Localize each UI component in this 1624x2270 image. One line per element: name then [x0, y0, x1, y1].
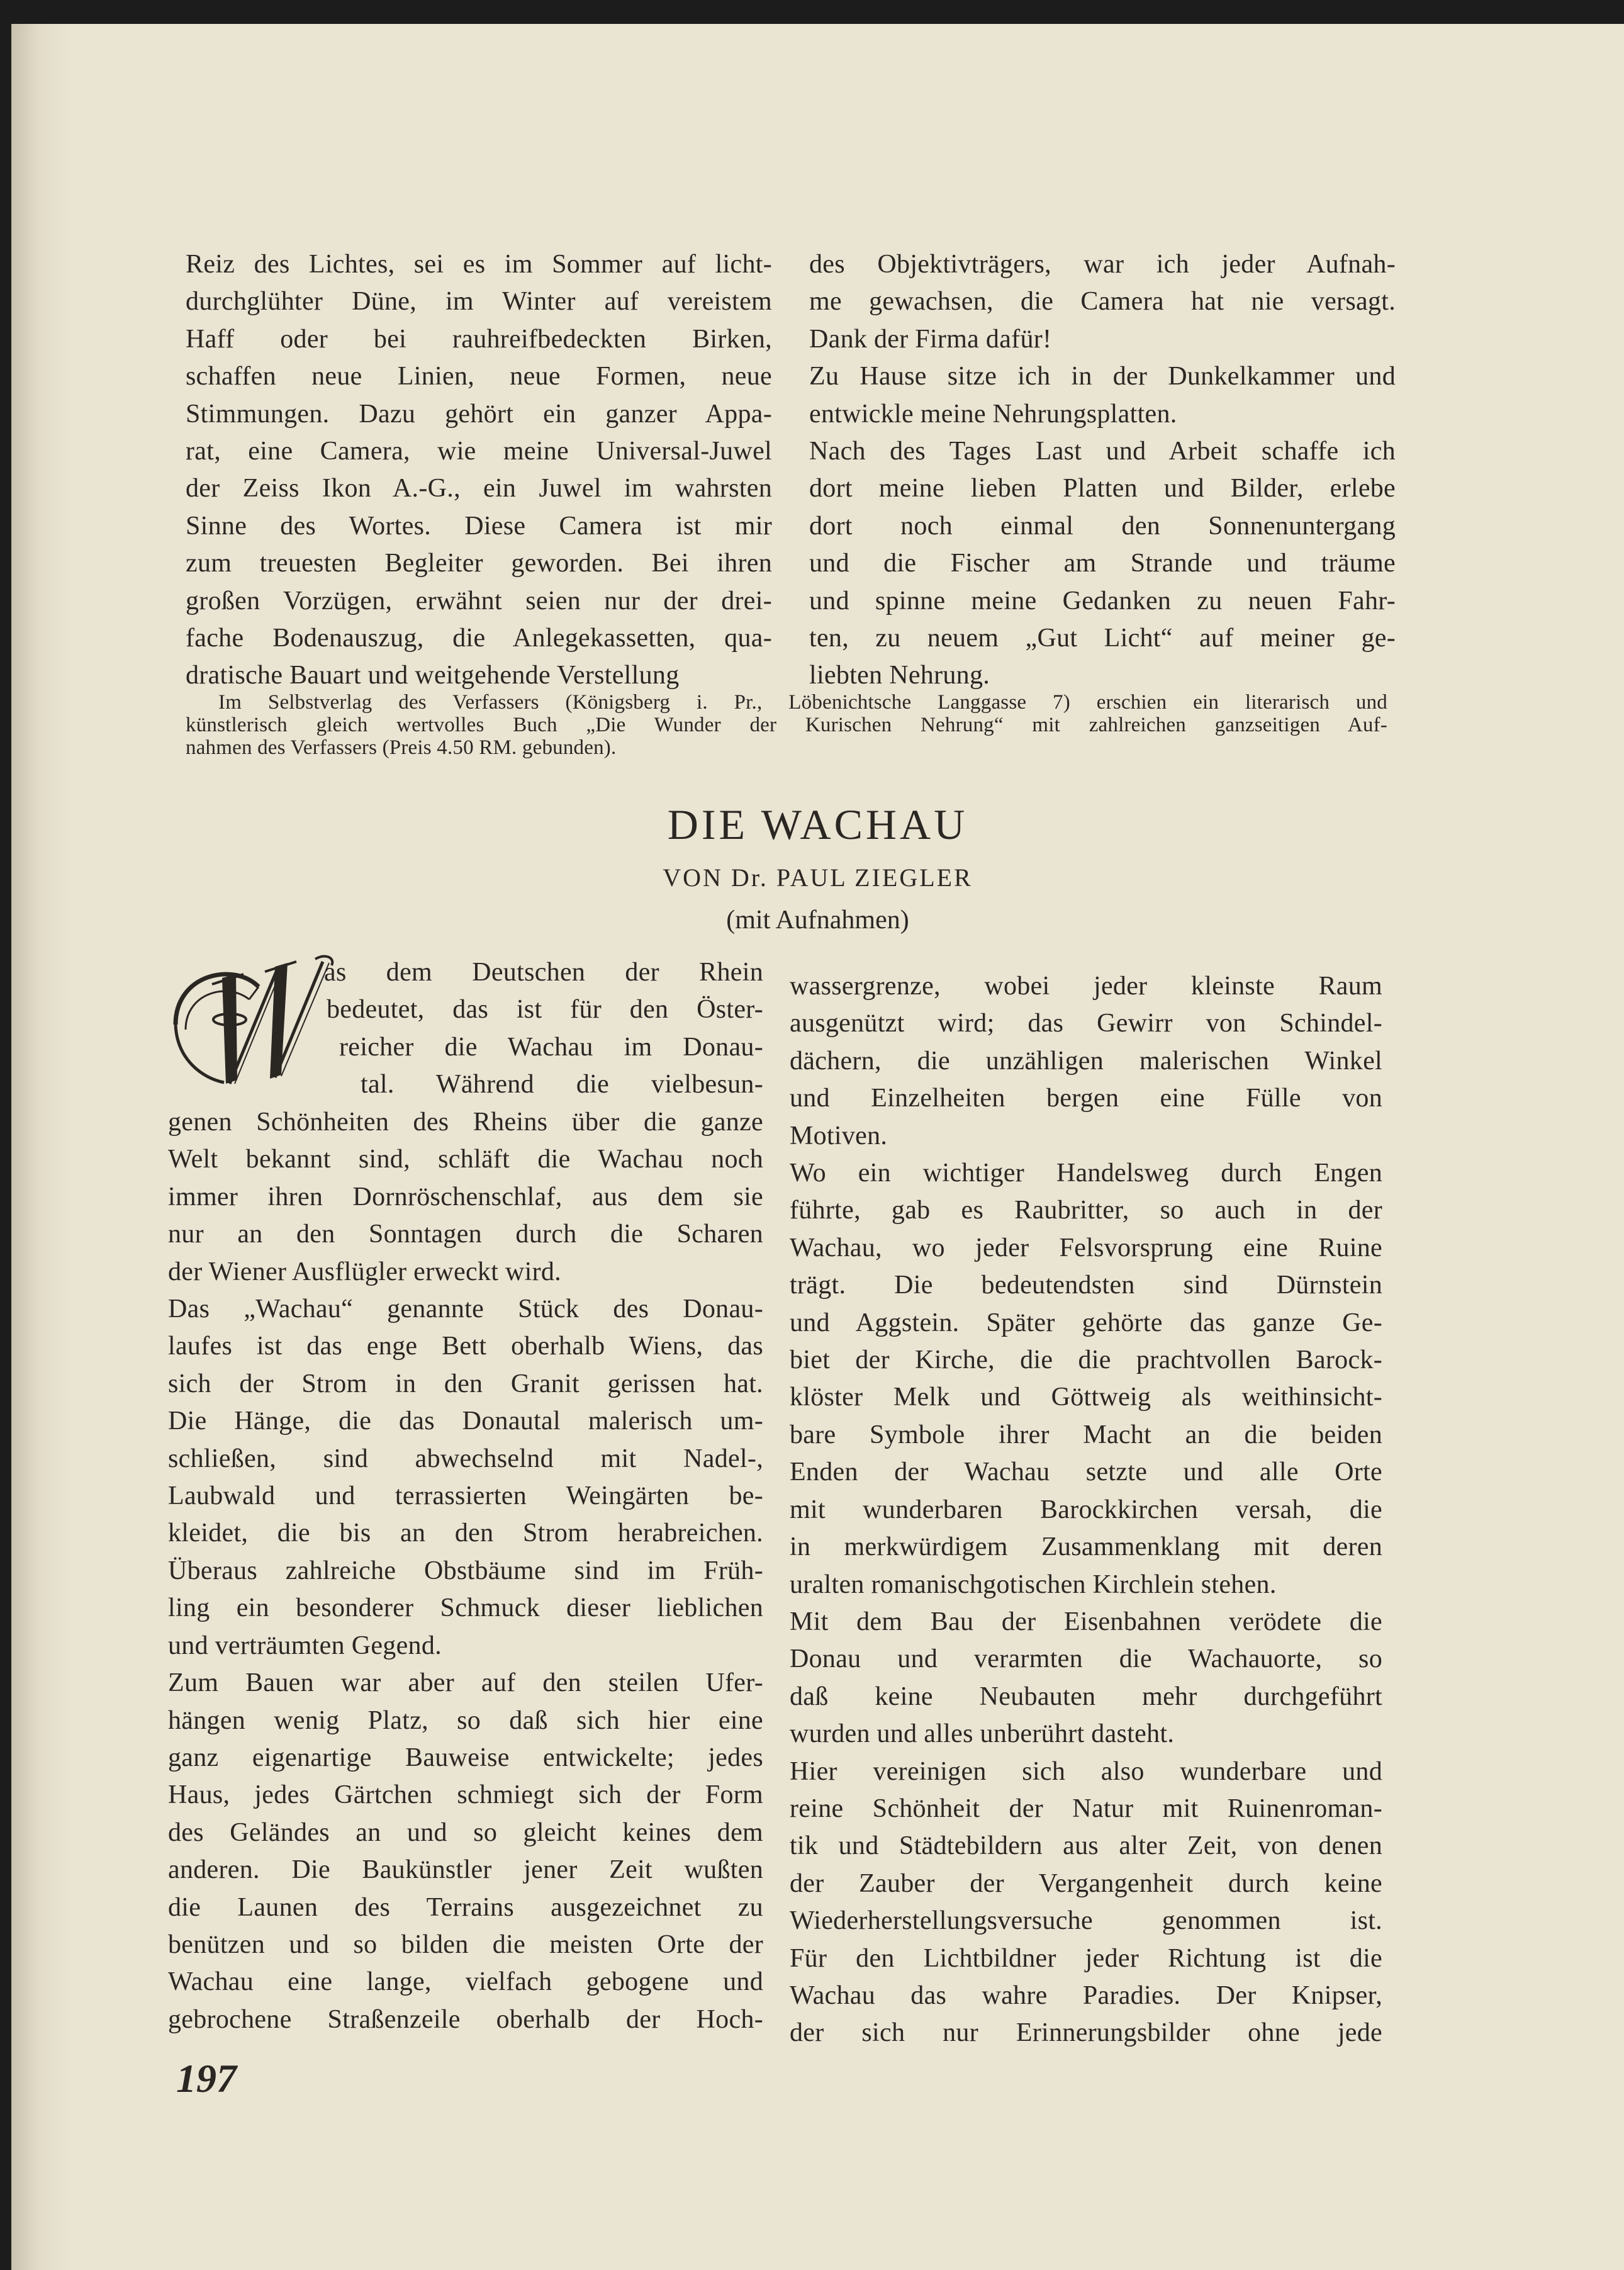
- text-line: nur an den Sonntagen durch die Scharen: [168, 1220, 763, 1249]
- drop-cap-letter: W: [164, 949, 165, 950]
- text-line: mit wunderbaren Barockkirchen versah, die: [790, 1495, 1382, 1524]
- text-line: dort noch einmal den Sonnenuntergang: [809, 511, 1396, 541]
- text-line: und Aggstein. Später gehörte das ganze Ge-: [790, 1308, 1382, 1337]
- text-line: des Objektivträgers, war ich jeder Aufnah-: [809, 250, 1396, 279]
- text-line: tal. Während die vielbesun-: [361, 1070, 763, 1099]
- text-line: Donau und verarmten die Wachauorte, so: [790, 1644, 1382, 1674]
- article-subtitle: (mit Aufnahmen): [726, 906, 909, 935]
- text-line: Haff oder bei rauhreifbedeckten Birken,: [186, 324, 772, 354]
- text-line: gebrochene Straßenzeile oberhalb der Hoch-: [168, 2004, 763, 2034]
- text-line: Die Hänge, die das Donautal malerisch um-: [168, 1407, 763, 1436]
- text-line: bare Symbole ihrer Macht an die beiden: [790, 1420, 1382, 1449]
- text-line: Wachau, wo jeder Felsvorsprung eine Ruine: [790, 1233, 1382, 1262]
- text-line: Überaus zahlreiche Obstbäume sind im Früh-: [168, 1556, 763, 1585]
- text-line: zum treuesten Begleiter geworden. Bei ihren: [186, 549, 772, 578]
- text-line: Wo ein wichtiger Handelsweg durch Engen: [790, 1159, 1382, 1188]
- article-right-column: [790, 968, 1382, 2052]
- text-line: schließen, sind abwechselnd mit Nadel-,: [168, 1444, 763, 1473]
- text-line: Haus, jedes Gärtchen schmiegt sich der Form: [168, 1780, 763, 1810]
- text-line: Für den Lichtbildner jeder Richtung ist die: [790, 1943, 1382, 1973]
- text-line: und Einzelheiten bergen eine Fülle von: [790, 1084, 1382, 1113]
- footnote-line: nahmen des Verfassers (Preis 4.50 RM. gebunden).: [186, 736, 617, 759]
- text-line: Enden der Wachau setzte und alle Orte: [790, 1458, 1382, 1487]
- text-line: fache Bodenauszug, die Anlegekassetten, qua-: [186, 624, 772, 653]
- text-line: Nach des Tages Last und Arbeit schaffe ich: [809, 437, 1396, 466]
- text-line: Mit dem Bau der Eisenbahnen verödete die: [790, 1607, 1382, 1636]
- text-line: sich der Strom in den Granit gerissen hat.: [168, 1369, 763, 1398]
- text-line: immer ihren Dornröschenschlaf, aus dem sie: [168, 1182, 763, 1211]
- text-line: Reiz des Lichtes, sei es im Sommer auf licht-: [186, 250, 772, 279]
- text-line: tik und Städtebildern aus alter Zeit, von denen: [790, 1831, 1382, 1861]
- text-line: der Zauber der Vergangenheit durch keine: [790, 1868, 1382, 1898]
- text-line: daß keine Neubauten mehr durchgeführt: [790, 1682, 1382, 1711]
- book-page: [11, 24, 1624, 2270]
- page-number: 197: [176, 2056, 237, 2101]
- text-line: benützen und so bilden die meisten Orte der: [168, 1930, 763, 1959]
- text-line: und spinne meine Gedanken zu neuen Fahr-: [809, 586, 1396, 615]
- text-line: schaffen neue Linien, neue Formen, neue: [186, 362, 772, 391]
- text-line: dratische Bauart und weitgehende Verstellung: [186, 661, 680, 690]
- text-line: der Wiener Ausflügler erweckt wird.: [168, 1257, 561, 1286]
- text-line: Wachau eine lange, vielfach gebogene und: [168, 1967, 763, 1997]
- text-line: ausgenützt wird; das Gewirr von Schindel-: [790, 1009, 1382, 1038]
- text-line: reine Schönheit der Natur mit Ruinenroman-: [790, 1794, 1382, 1823]
- text-line: großen Vorzügen, erwähnt seien nur der drei-: [186, 586, 772, 615]
- text-line: Laubwald und terrassierten Weingärten be-: [168, 1481, 763, 1511]
- text-line: ten, zu neuem „Gut Licht“ auf meiner ge-: [809, 624, 1396, 653]
- text-line: bedeutet, das ist für den Öster-: [327, 995, 763, 1025]
- text-line: kleidet, die bis an den Strom herabreichen.: [168, 1519, 763, 1548]
- text-line: hängen wenig Platz, so daß sich hier eine: [168, 1705, 763, 1735]
- text-line: und die Fischer am Strande und träume: [809, 549, 1396, 578]
- text-line: Zum Bauen war aber auf den steilen Ufer-: [168, 1668, 763, 1698]
- text-line: dort meine lieben Platten und Bilder, erlebe: [809, 474, 1396, 503]
- text-line: Sinne des Wortes. Diese Camera ist mir: [186, 511, 772, 541]
- text-line: Wachau das wahre Paradies. Der Knipser,: [790, 1981, 1382, 2010]
- text-line: führte, gab es Raubritter, so auch in der: [790, 1196, 1382, 1225]
- text-line: Motiven.: [790, 1121, 888, 1150]
- text-line: Wiederherstellungsversuche genommen ist.: [790, 1906, 1382, 1936]
- footnote-line: Im Selbstverlag des Verfassers (Königsberg i. Pr., Löbenichtsche Langgasse 7) erschien ein literarisch und: [218, 691, 1387, 714]
- text-line: rat, eine Camera, wie meine Universal-Juwel: [186, 437, 772, 466]
- text-line: die Launen des Terrains ausgezeichnet zu: [168, 1892, 763, 1922]
- text-line: Stimmungen. Dazu gehört ein ganzer Appa-: [186, 399, 772, 429]
- text-line: me gewachsen, die Camera hat nie versagt.: [809, 287, 1396, 317]
- text-line: durchglühter Düne, im Winter auf vereistem: [186, 287, 772, 317]
- text-line: entwickle meine Nehrungsplatten.: [809, 399, 1177, 429]
- text-line: laufes ist das enge Bett oberhalb Wiens, das: [168, 1332, 763, 1361]
- text-line: Welt bekannt sind, schläft die Wachau noch: [168, 1145, 763, 1174]
- footnote-line: künstlerisch gleich wertvolles Buch „Die Wunder der Kurischen Nehrung“ mit zahlreichen ganzseitigen Auf-: [186, 714, 1387, 736]
- text-line: Dank der Firma dafür!: [809, 324, 1052, 354]
- text-line: ling ein besonderer Schmuck dieser lieblichen: [168, 1593, 763, 1623]
- text-line: klöster Melk und Göttweig als weithinsicht-: [790, 1383, 1382, 1412]
- text-line: in merkwürdigem Zusammenklang mit deren: [790, 1532, 1382, 1562]
- text-line: uralten romanischgotischen Kirchlein stehen.: [790, 1570, 1277, 1599]
- article-title: DIE WACHAU: [667, 801, 968, 848]
- article-left-column-beside-capital: [324, 954, 763, 1104]
- text-line: ganz eigenartige Bauweise entwickelte; jedes: [168, 1743, 763, 1772]
- text-line: des Geländes an und so gleicht keines dem: [168, 1818, 763, 1847]
- text-line: der Zeiss Ikon A.-G., ein Juwel im wahrsten: [186, 474, 772, 503]
- text-line: wurden und alles unberührt dasteht.: [790, 1719, 1175, 1749]
- article-left-column: [168, 1104, 763, 2038]
- text-line: genen Schönheiten des Rheins über die ganze: [168, 1108, 763, 1137]
- text-line: Das „Wachau“ genannte Stück des Donau-: [168, 1295, 763, 1324]
- article-author: VON Dr. PAUL ZIEGLER: [663, 863, 973, 892]
- page-binding-shadow: [11, 24, 72, 2270]
- text-line: wassergrenze, wobei jeder kleinste Raum: [790, 972, 1382, 1001]
- top-left-column: [186, 246, 772, 695]
- top-right-column: [809, 246, 1396, 695]
- text-line: trägt. Die bedeutendsten sind Dürnstein: [790, 1271, 1382, 1300]
- text-line: dächern, die unzähligen malerischen Winkel: [790, 1046, 1382, 1076]
- text-line: Hier vereinigen sich also wunderbare und: [790, 1756, 1382, 1786]
- text-line: Zu Hause sitze ich in der Dunkelkammer und: [809, 362, 1396, 391]
- drop-cap-w: [164, 949, 340, 1094]
- text-line: der sich nur Erinnerungsbilder ohne jede: [790, 2018, 1382, 2048]
- text-line: reicher die Wachau im Donau-: [339, 1032, 763, 1062]
- text-line: as dem Deutschen der Rhein: [324, 958, 763, 987]
- footnote: [186, 691, 1387, 759]
- text-line: anderen. Die Baukünstler jener Zeit wußten: [168, 1855, 763, 1885]
- text-line: liebten Nehrung.: [809, 661, 990, 690]
- text-line: biet der Kirche, die die prachtvollen Barock-: [790, 1346, 1382, 1375]
- text-line: und verträumten Gegend.: [168, 1631, 442, 1660]
